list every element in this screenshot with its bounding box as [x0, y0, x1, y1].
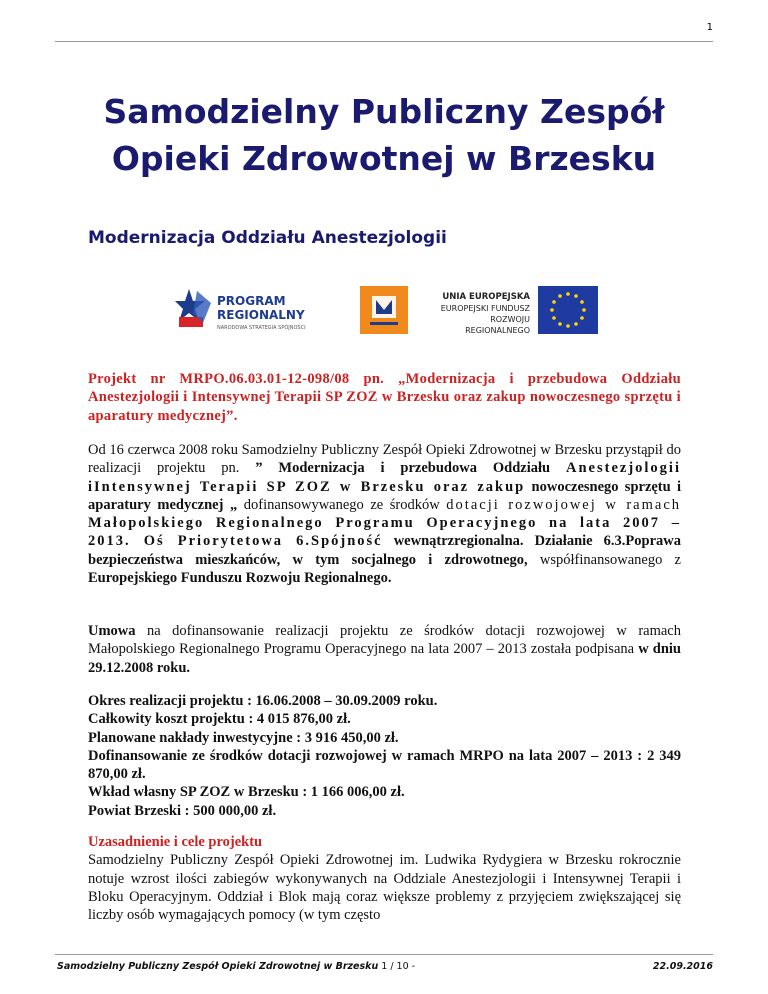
p1-bold4: Europejskiego Funduszu Rozwoju Regionalnego.: [88, 570, 392, 587]
footer-left: [57, 961, 415, 972]
p1-text3: dotacji rozwojowej w ramach: [446, 496, 682, 513]
fact-item: Planowane nakłady inwestycyjne : 3 916 450,00 zł.: [88, 729, 399, 746]
section-text: Samodzielny Publiczny Zespół Opieki Zdrowotnej im. Ludwika Rydygiera w Brzesku rokrocznie notuje wzrost ilości zabiegów wykonywanych na Oddziale Anestezjologii i Intensywnej Terapii i Bloku Operacyjnym. Oddział i Blok mają coraz większe problemy z przyjęciem zwiększającej się liczby osób wymagających pomocy (w tym często: [88, 852, 681, 924]
project-title: Projekt nr MRPO.06.03.01-12-098/08 pn. „Modernizacja i przebudowa Oddziału Anestezjologii i Intensywnej Terapii SP ZOZ w Brzesku oraz zakup nowoczesnego sprzętu i aparatury medycznej”.: [88, 371, 681, 424]
p2-bold1: Umowa: [88, 623, 136, 639]
footer-date: 22.09.2016: [652, 961, 713, 972]
eu-flag-icon: [538, 286, 598, 334]
fact-item: Całkowity koszt projektu : 4 015 876,00 zł.: [88, 711, 351, 728]
intro-paragraph: [88, 441, 681, 587]
eu-line1: UNIA EUROPEJSKA: [442, 292, 530, 302]
program-line1: PROGRAM: [217, 294, 286, 308]
fact-item: Okres realizacji projektu : 16.06.2008 – 30.09.2009 roku.: [88, 693, 438, 709]
contract-paragraph: [88, 622, 681, 677]
title-line-2: Opieki Zdrowotnej w Brzesku: [111, 139, 657, 178]
program-line3: NARODOWA STRATEGIA SPÓJNOŚCI: [217, 325, 306, 331]
p1-bold3: wewnątrzregionalna. Działanie 6.3.Poprawa bezpieczeństwa mieszkańców, w tym socjalnego i zdrowotnego,: [88, 533, 682, 568]
program-regionalny-logo: [175, 283, 335, 335]
fact-item: Wkład własny SP ZOZ w Brzesku : 1 166 006,00 zł.: [88, 784, 405, 801]
header-divider: [55, 41, 713, 42]
p1-spaced2: Małopolskiego Regionalnego Programu Operacyjnego na lata 2007 – 2013. Oś Priorytetowa 6.Spójność: [88, 515, 681, 550]
p2-text1: na dofinansowanie realizacji projektu ze środków dotacji rozwojowej w ramach Małopolskiego Regionalnego Programu Operacyjnego na lata 2007 – 2013 została podpisana: [88, 623, 681, 658]
fact-item: Powiat Brzeski : 500 000,00 zł.: [88, 802, 277, 819]
project-facts: [88, 692, 681, 820]
malopolska-emblem-icon: [360, 286, 408, 334]
footer-page: 1 / 10 -: [381, 961, 416, 972]
p1-text1: Od 16 czerwca 2008 roku Samodzielny Publiczny Zespół Opieki Zdrowotnej w Brzesku przystąpił do realizacji projektu pn.: [88, 442, 681, 477]
fact-item: Dofinansowanie ze środków dotacji rozwojowej w ramach MRPO na lata 2007 – 2013 : 2 349 870,00 zł.: [88, 747, 681, 783]
p1-text2: dofinansowywanego ze środków: [237, 496, 440, 513]
section-heading: Uzasadnienie i cele projektu: [88, 834, 263, 850]
p1-text4: współfinansowanego z: [527, 551, 681, 568]
malopolska-logo: [360, 286, 408, 334]
eu-line2: EUROPEJSKI FUNDUSZ: [440, 304, 530, 313]
title-line-1: Samodzielny Publiczny Zespół: [103, 92, 665, 131]
p1-bold2: nowoczesnego sprzętu i aparatury medycznej „: [88, 478, 682, 513]
p2-bold2: w dniu 29.12.2008 roku.: [88, 641, 681, 676]
page-number: 1: [706, 22, 713, 33]
p1-bold1: ” Modernizacja i przebudowa Oddziału: [255, 460, 551, 477]
footer-divider: [55, 954, 713, 955]
program-line2: REGIONALNY: [217, 308, 305, 322]
p1-spaced1: Anestezjologii iIntensywnej Terapii SP ZOZ w Brzesku oraz zakup: [88, 460, 681, 495]
footer-org: Samodzielny Publiczny Zespół Opieki Zdrowotnej w Brzesku: [57, 961, 379, 972]
eu-logo-text: [430, 292, 530, 336]
eu-line3: ROZWOJU REGIONALNEGO: [465, 315, 530, 335]
justification-section: [88, 833, 681, 924]
page-title: [60, 88, 708, 182]
page-subtitle: Modernizacja Oddziału Anestezjologii: [88, 228, 447, 248]
